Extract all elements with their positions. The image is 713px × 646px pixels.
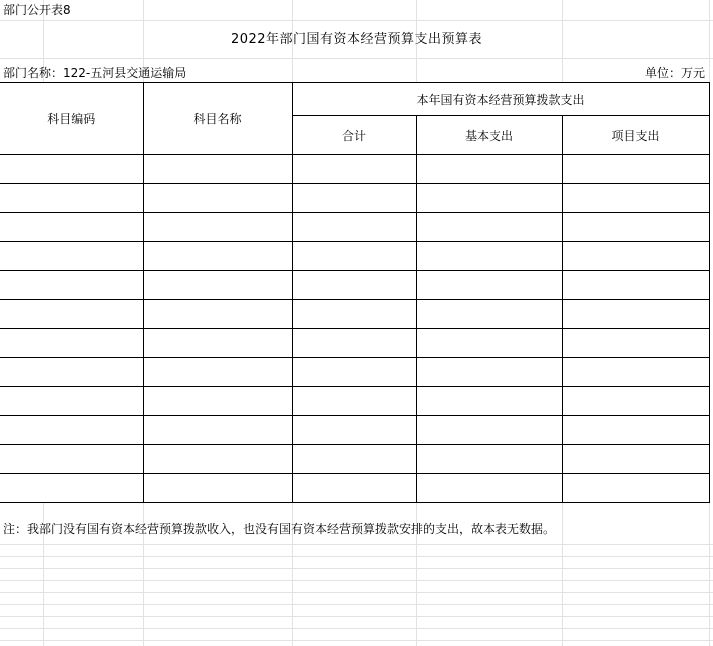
cell-basic-expense[interactable] — [416, 242, 562, 271]
gridline — [0, 640, 713, 641]
cell-subject-code[interactable] — [0, 155, 143, 184]
cell-subject-name[interactable] — [143, 155, 292, 184]
cell-basic-expense[interactable] — [416, 358, 562, 387]
header-subject-name[interactable]: 科目名称 — [143, 83, 292, 155]
table-row — [0, 474, 709, 503]
unit-label: 单位：万元 — [644, 66, 705, 80]
cell-subject-name[interactable] — [143, 242, 292, 271]
gridline — [0, 592, 713, 593]
cell-total[interactable] — [292, 184, 416, 213]
gridline — [0, 556, 713, 557]
cell-subject-code[interactable] — [0, 329, 143, 358]
cell-total[interactable] — [292, 155, 416, 184]
table-row — [0, 155, 709, 184]
cell-project-expense[interactable] — [562, 242, 709, 271]
gridline — [0, 58, 713, 59]
table-row — [0, 184, 709, 213]
header-project-expense[interactable]: 项目支出 — [562, 116, 709, 155]
cell-project-expense[interactable] — [562, 474, 709, 503]
sheet-tag: 部门公开表8 — [3, 3, 71, 17]
gridline — [0, 544, 713, 545]
cell-basic-expense[interactable] — [416, 445, 562, 474]
cell-subject-name[interactable] — [143, 445, 292, 474]
cell-basic-expense[interactable] — [416, 213, 562, 242]
cell-total[interactable] — [292, 474, 416, 503]
cell-basic-expense[interactable] — [416, 329, 562, 358]
table-row — [0, 387, 709, 416]
cell-project-expense[interactable] — [562, 300, 709, 329]
cell-basic-expense[interactable] — [416, 271, 562, 300]
cell-project-expense[interactable] — [562, 358, 709, 387]
header-total[interactable]: 合计 — [292, 116, 416, 155]
table-row — [0, 213, 709, 242]
cell-subject-code[interactable] — [0, 416, 143, 445]
cell-project-expense[interactable] — [562, 329, 709, 358]
cell-basic-expense[interactable] — [416, 474, 562, 503]
cell-subject-name[interactable] — [143, 474, 292, 503]
cell-basic-expense[interactable] — [416, 416, 562, 445]
cell-subject-code[interactable] — [0, 242, 143, 271]
cell-subject-code[interactable] — [0, 474, 143, 503]
cell-total[interactable] — [292, 358, 416, 387]
cell-subject-name[interactable] — [143, 329, 292, 358]
header-basic-expense[interactable]: 基本支出 — [416, 116, 562, 155]
cell-project-expense[interactable] — [562, 445, 709, 474]
cell-subject-code[interactable] — [0, 445, 143, 474]
cell-basic-expense[interactable] — [416, 387, 562, 416]
gridline — [0, 580, 713, 581]
cell-subject-name[interactable] — [143, 387, 292, 416]
cell-total[interactable] — [292, 445, 416, 474]
cell-subject-name[interactable] — [143, 416, 292, 445]
cell-subject-code[interactable] — [0, 271, 143, 300]
gridline — [0, 628, 713, 629]
cell-subject-name[interactable] — [143, 300, 292, 329]
cell-project-expense[interactable] — [562, 416, 709, 445]
cell-basic-expense[interactable] — [416, 300, 562, 329]
header-subject-code[interactable]: 科目编码 — [0, 83, 143, 155]
cell-basic-expense[interactable] — [416, 155, 562, 184]
cell-subject-name[interactable] — [143, 184, 292, 213]
cell-project-expense[interactable] — [562, 271, 709, 300]
page-title: 2022年部门国有资本经营预算支出预算表 — [230, 32, 483, 47]
cell-total[interactable] — [292, 271, 416, 300]
cell-subject-code[interactable] — [0, 358, 143, 387]
cell-subject-name[interactable] — [143, 213, 292, 242]
gridline — [0, 616, 713, 617]
table-row — [0, 358, 709, 387]
cell-subject-code[interactable] — [0, 387, 143, 416]
table-row — [0, 445, 709, 474]
header-group-appropriation[interactable]: 本年国有资本经营预算拨款支出 — [292, 83, 709, 116]
cell-total[interactable] — [292, 300, 416, 329]
cell-project-expense[interactable] — [562, 387, 709, 416]
gridline — [0, 604, 713, 605]
cell-subject-code[interactable] — [0, 213, 143, 242]
table-row — [0, 242, 709, 271]
cell-subject-code[interactable] — [0, 300, 143, 329]
gridline — [0, 20, 713, 21]
cell-total[interactable] — [292, 416, 416, 445]
cell-project-expense[interactable] — [562, 155, 709, 184]
cell-total[interactable] — [292, 387, 416, 416]
cell-subject-code[interactable] — [0, 184, 143, 213]
cell-project-expense[interactable] — [562, 184, 709, 213]
table-body — [0, 155, 709, 503]
gridline — [0, 568, 713, 569]
table-row — [0, 300, 709, 329]
department-label: 部门名称：122-五河县交通运输局 — [3, 66, 187, 80]
cell-subject-name[interactable] — [143, 271, 292, 300]
cell-project-expense[interactable] — [562, 213, 709, 242]
cell-subject-name[interactable] — [143, 358, 292, 387]
cell-total[interactable] — [292, 329, 416, 358]
cell-total[interactable] — [292, 213, 416, 242]
table-row — [0, 271, 709, 300]
cell-basic-expense[interactable] — [416, 184, 562, 213]
table-row — [0, 329, 709, 358]
footnote: 注：我部门没有国有资本经营预算拨款收入，也没有国有资本经营预算拨款安排的支出，故本表无数据。 — [3, 522, 556, 536]
cell-total[interactable] — [292, 242, 416, 271]
table-row — [0, 416, 709, 445]
budget-table — [0, 82, 710, 503]
